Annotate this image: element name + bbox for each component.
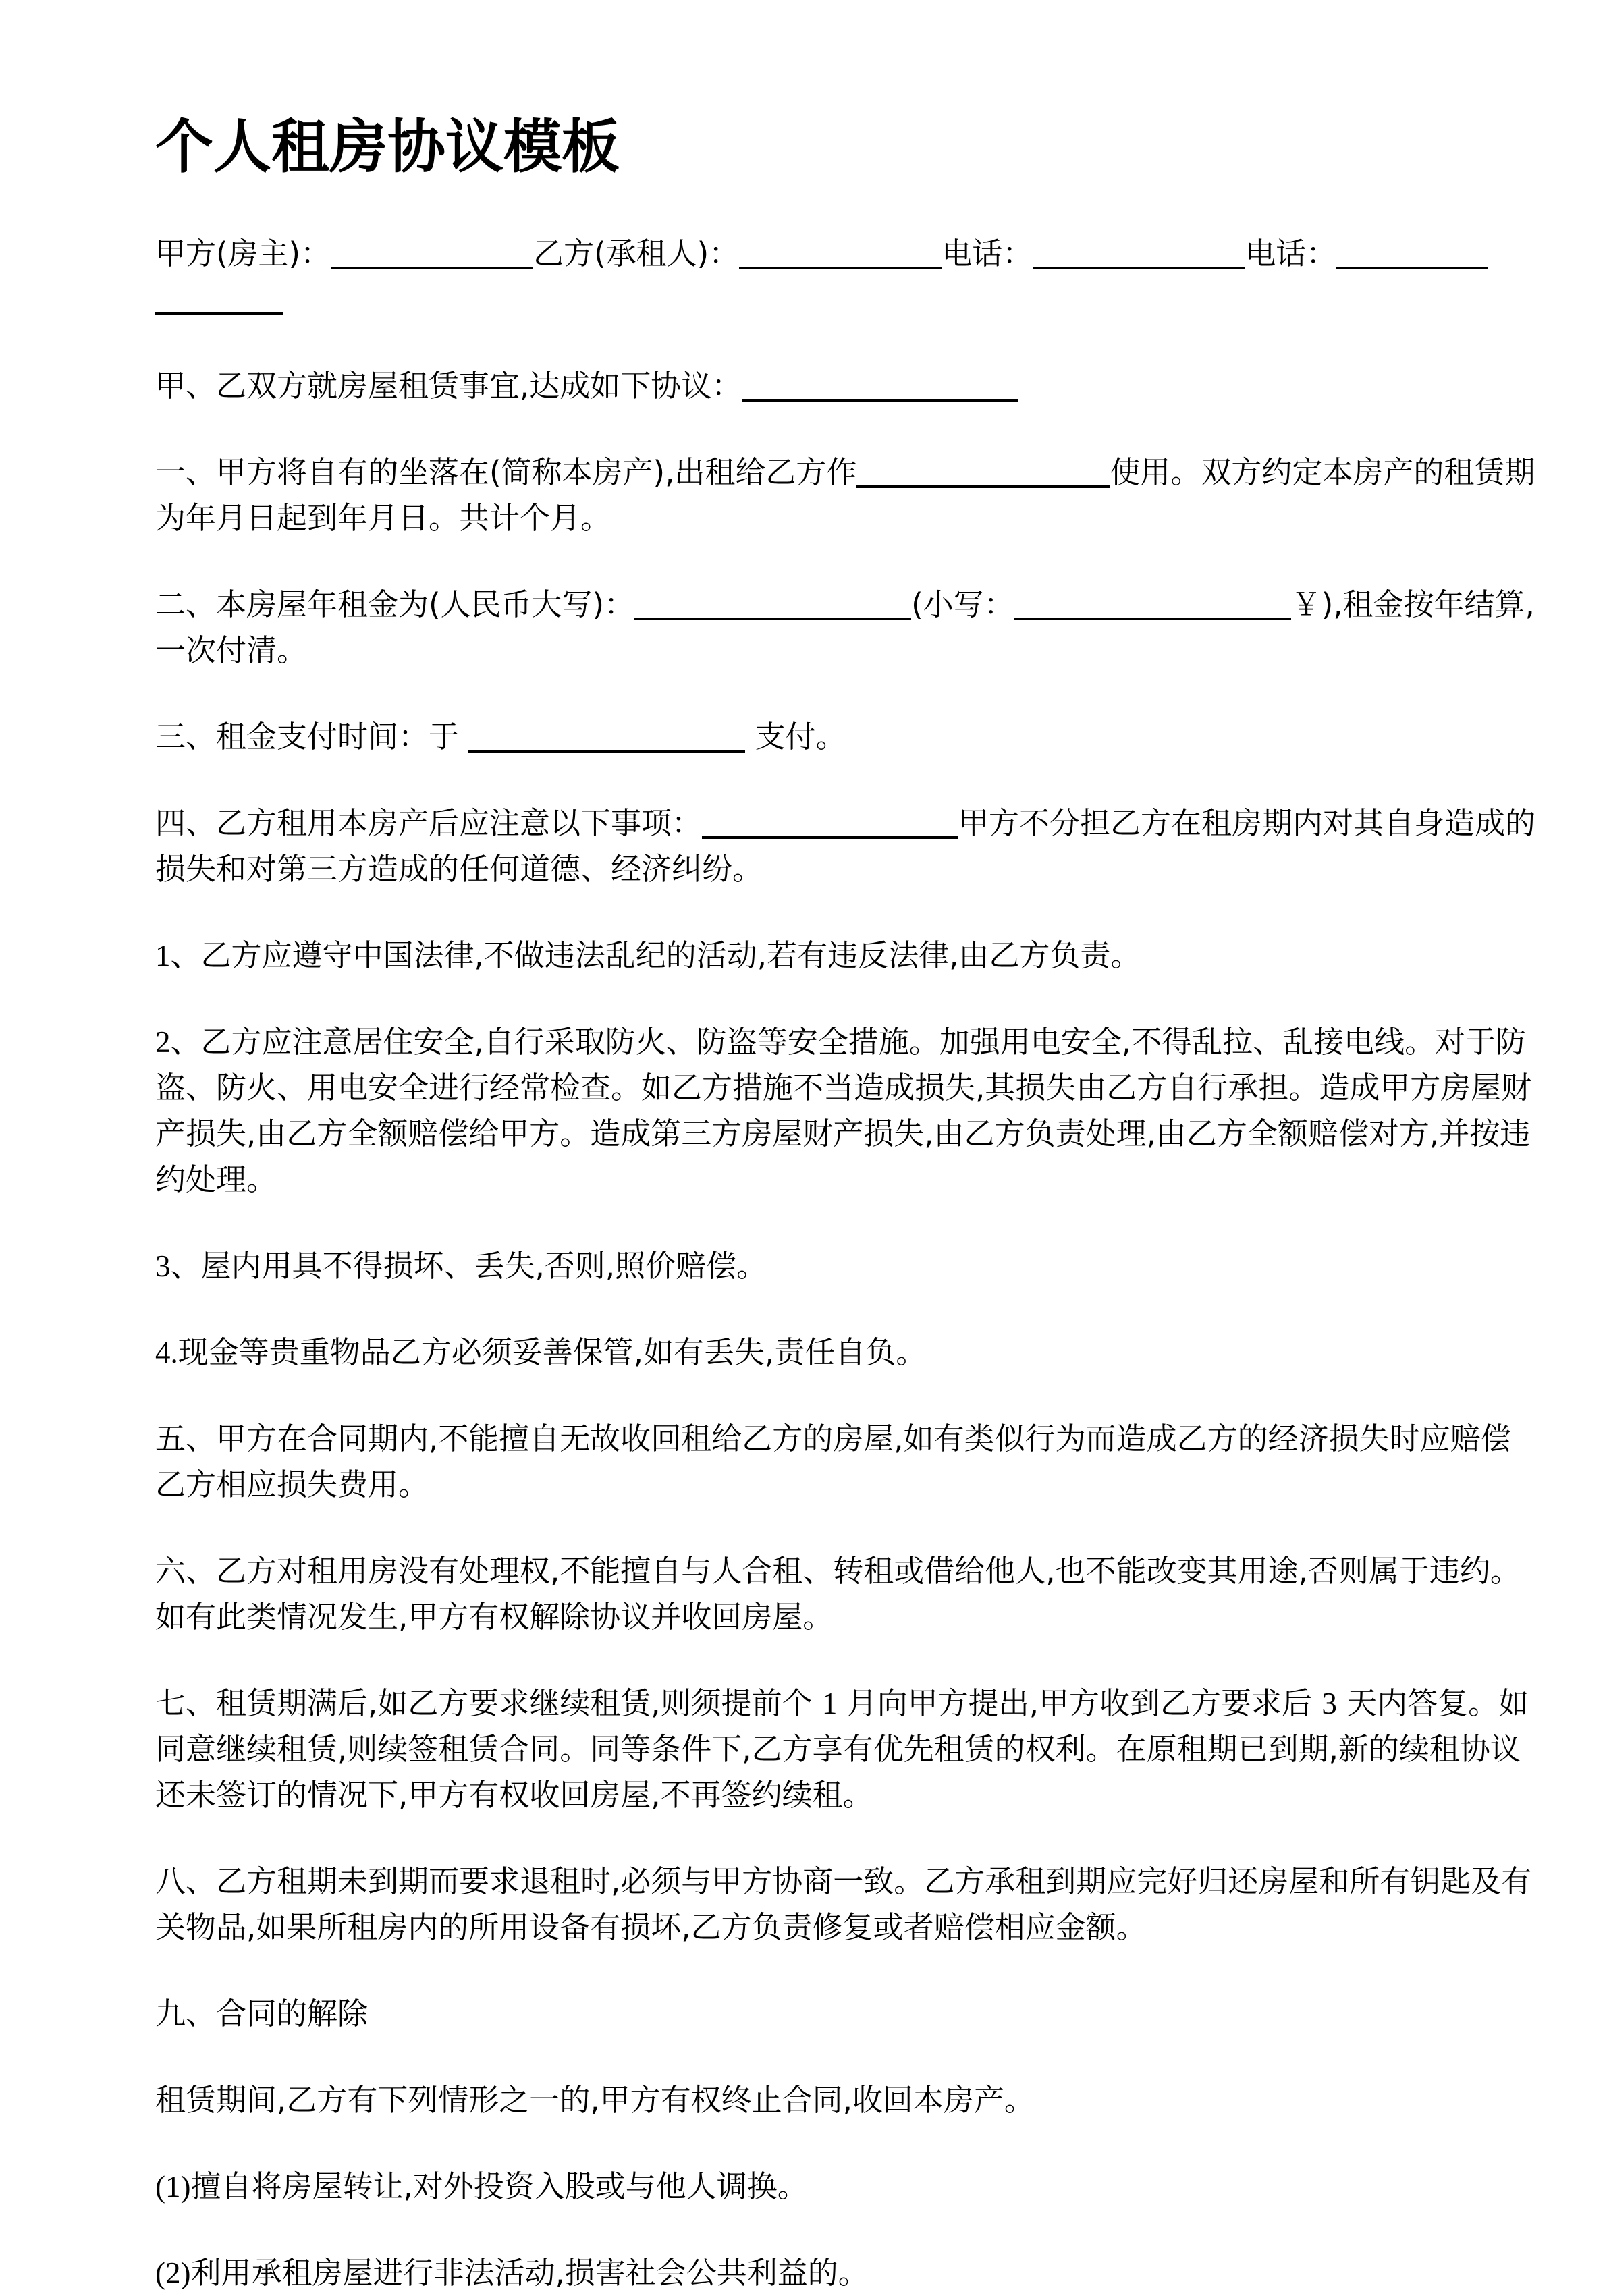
sub-item-2-number: (2) bbox=[155, 2256, 191, 2290]
sub-item-1 bbox=[155, 2164, 1540, 2210]
intro-paragraph bbox=[155, 363, 1540, 409]
clause-2-text-c: ￥),租金按年结算,一次付清。 bbox=[155, 586, 1535, 668]
item-4-number: 4. bbox=[155, 1336, 178, 1369]
sub-item-1-text: 擅自将房屋转让,对外投资入股或与他人调换。 bbox=[190, 2168, 808, 2204]
clause-2-text-a: 二、本房屋年租金为(人民币大写)： bbox=[155, 586, 635, 622]
item-2-text: 、乙方应注意居住安全,自行采取防火、防盗等安全措施。加强用电安全,不得乱拉、乱接电线。对于防盗、防火、用电安全进行经常检查。如乙方措施不当造成损失,其损失由乙方自行承担。造成甲方房屋财产损失,由乙方全额赔偿给甲方。造成第三方房屋财产损失,由乙方负责处理,由乙方全额赔偿对方,并按违约处理。 bbox=[155, 1024, 1532, 1197]
clause-2 bbox=[155, 582, 1540, 674]
clause-6: 六、乙方对租用房没有处理权,不能擅自与人合租、转租或借给他人,也不能改变其用途,否则属于违约。如有此类情况发生,甲方有权解除协议并收回房屋。 bbox=[155, 1553, 1521, 1635]
landlord-label: 甲方(房主)： bbox=[155, 236, 331, 271]
intro-blank bbox=[742, 365, 1018, 402]
clause-3-text-b: 支付。 bbox=[745, 719, 846, 755]
intro-text: 甲、乙双方就房屋租赁事宜,达成如下协议： bbox=[155, 368, 742, 404]
clause-8: 八、乙方租期未到期而要求退租时,必须与甲方协商一致。乙方承租到期应完好归还房屋和所有钥匙及有关物品,如果所租房内的所用设备有损坏,乙方负责修复或者赔偿相应金额。 bbox=[155, 1863, 1532, 1945]
item-1-number: 1 bbox=[155, 939, 171, 973]
clause-7-days: 3 bbox=[1322, 1687, 1337, 1720]
item-1 bbox=[155, 933, 1540, 979]
rent-lowercase-blank bbox=[1014, 584, 1291, 620]
sub-item-2-text: 利用承租房屋进行非法活动,损害社会公共利益的。 bbox=[190, 2255, 869, 2291]
clause-4-blank bbox=[702, 802, 958, 839]
phone2-label: 电话： bbox=[1245, 236, 1337, 271]
clause-5: 五、甲方在合同期内,不能擅自无故收回租给乙方的房屋,如有类似行为而造成乙方的经济损失时应赔偿乙方相应损失费用。 bbox=[155, 1421, 1511, 1502]
tenant-label: 乙方(承租人)： bbox=[533, 236, 740, 271]
item-2-number: 2 bbox=[155, 1025, 171, 1059]
payment-time-blank bbox=[468, 716, 745, 753]
clause-1-text-a: 一、甲方将自有的坐落在(简称本房产),出租给乙方作 bbox=[155, 454, 857, 490]
clause-1 bbox=[155, 449, 1540, 541]
clause-1-blank bbox=[856, 452, 1110, 488]
clause-7-text-c: 天内答复。如同意继续租赁,则续签租赁合同。同等条件下,乙方享有优先租赁的权利。在原租期已到期,新的续租协议还未签订的情况下,甲方有权收回房屋,不再签约续租。 bbox=[155, 1685, 1529, 1813]
clause-3 bbox=[155, 714, 1540, 760]
rent-uppercase-blank bbox=[634, 584, 911, 620]
sub-item-2 bbox=[155, 2250, 1540, 2296]
clause-9-intro: 租赁期间,乙方有下列情形之一的,甲方有权终止合同,收回本房产。 bbox=[155, 2082, 1035, 2118]
clause-7 bbox=[155, 1680, 1540, 1818]
item-4 bbox=[155, 1330, 1540, 1375]
clause-4 bbox=[155, 800, 1540, 892]
phone2-blank bbox=[1336, 233, 1488, 269]
clause-1-text-b: 使用。双方约定本房产的租赁期为年月日起到年月日。共计个月。 bbox=[155, 454, 1535, 536]
phone2-blank-continued bbox=[155, 279, 283, 315]
tenant-blank bbox=[739, 233, 942, 269]
phone1-label: 电话： bbox=[942, 236, 1033, 271]
clause-4-text-b: 甲方不分担乙方在租房期内对其自身造成的损失和对第三方造成的任何道德、经济纠纷。 bbox=[155, 805, 1536, 887]
sub-item-1-number: (1) bbox=[155, 2170, 191, 2204]
item-3 bbox=[155, 1243, 1540, 1289]
phone1-blank bbox=[1033, 233, 1245, 269]
clause-7-months: 1 bbox=[821, 1687, 838, 1720]
parties-line bbox=[155, 231, 1540, 323]
item-1-text: 、乙方应遵守中国法律,不做违法乱纪的活动,若有违反法律,由乙方负责。 bbox=[170, 937, 1141, 973]
item-3-text: 、屋内用具不得损坏、丢失,否则,照价赔偿。 bbox=[170, 1248, 767, 1284]
clause-7-text-b: 月向甲方提出,甲方收到乙方要求后 bbox=[837, 1685, 1322, 1721]
clause-9-title: 九、合同的解除 bbox=[155, 1996, 369, 2031]
document-title: 个人租房协议模板 bbox=[155, 113, 620, 181]
clause-2-text-b: (小写： bbox=[911, 586, 1014, 622]
landlord-blank bbox=[331, 233, 533, 269]
item-2 bbox=[155, 1019, 1540, 1203]
clause-4-text-a: 四、乙方租用本房产后应注意以下事项： bbox=[155, 805, 703, 841]
item-3-number: 3 bbox=[155, 1249, 171, 1283]
clause-3-text-a: 三、租金支付时间：于 bbox=[155, 719, 469, 755]
clause-7-text-a: 七、租赁期满后,如乙方要求继续租赁,则须提前个 bbox=[155, 1685, 822, 1721]
item-4-text: 现金等贵重物品乙方必须妥善保管,如有丢失,责任自负。 bbox=[178, 1334, 927, 1370]
